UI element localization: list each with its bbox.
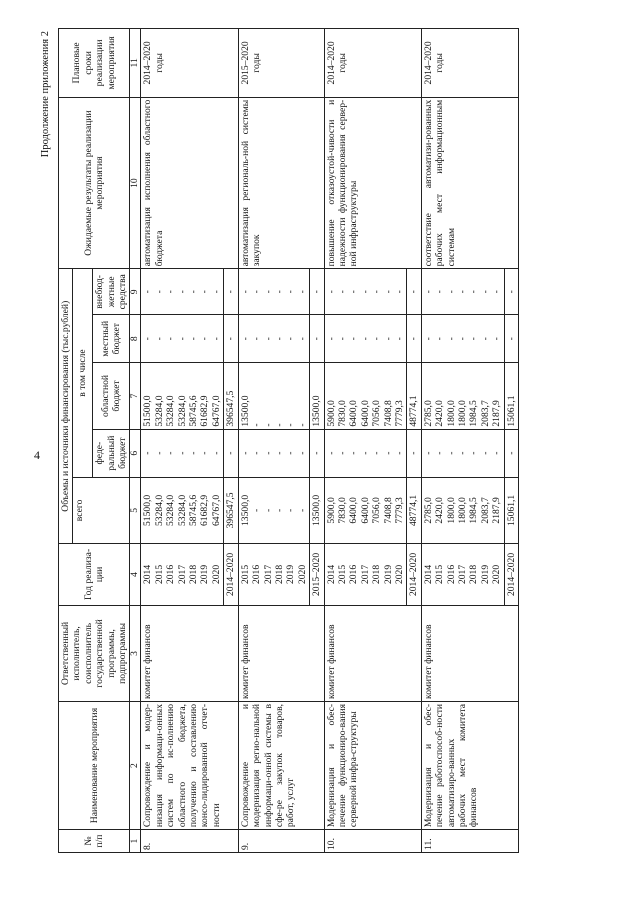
offbudget-value: -: [262, 289, 274, 293]
offbudget-value: -: [445, 289, 457, 293]
year-value: 2020: [210, 564, 222, 584]
federal-value: -: [422, 451, 434, 455]
measure-name: Сопровождение и модер-низация информаци-онных систем по ис-полнению областного бюджета, получению и составлению консо-лидированной отчет-ности: [141, 701, 238, 829]
regional-value: 1800,0: [445, 399, 457, 427]
total-value: 2083,7: [479, 496, 491, 524]
federal: [324, 429, 407, 477]
regional: [141, 362, 224, 428]
offbudget-value: -: [393, 289, 405, 293]
local-value: -: [348, 336, 360, 340]
federal-value: -: [285, 451, 297, 455]
federal-value: -: [165, 451, 177, 455]
federal-value: -: [445, 451, 457, 455]
total: [141, 477, 224, 543]
federal-value: -: [262, 451, 274, 455]
total-value: 7056,0: [371, 496, 383, 524]
local-value: -: [359, 336, 371, 340]
year-value: 2016: [165, 564, 177, 584]
offbudget-value: -: [359, 289, 371, 293]
offbudget-value: -: [468, 289, 480, 293]
total-amount: 13500,0: [310, 477, 324, 543]
offbudget-value: -: [273, 289, 285, 293]
header-federal: феде-ральный бюджет: [93, 429, 130, 477]
col-number: 10: [130, 97, 141, 269]
year-value: 2015: [239, 564, 251, 584]
measure-name: Модернизация и обес-печение функциониро-вания серверной инфра-структуры: [324, 701, 421, 829]
table-body: [141, 28, 519, 852]
expected-result: соответствие автоматизи-рованных рабочих мест информационным системам: [421, 97, 518, 269]
total-value: 2420,0: [434, 496, 446, 524]
total-value: 53284,0: [153, 494, 165, 526]
local-value: -: [142, 336, 154, 340]
offbudget-value: -: [382, 289, 394, 293]
rotated-page: [40, 23, 600, 883]
total-value: 6400,0: [348, 496, 360, 524]
total-local: -: [224, 314, 238, 362]
year-value: 2015: [336, 564, 348, 584]
federal-value: -: [210, 451, 222, 455]
offbudget-value: -: [325, 289, 337, 293]
header-total: всего: [73, 477, 130, 543]
total-value: 7830,0: [336, 496, 348, 524]
col-number: 6: [130, 429, 141, 477]
offbudget: [324, 268, 407, 314]
table-row: [141, 28, 224, 852]
total-value: -: [285, 508, 297, 512]
total-value: 7779,3: [393, 496, 405, 524]
local-value: -: [336, 336, 348, 340]
regional-value: -: [285, 422, 297, 427]
local-value: -: [296, 336, 308, 340]
offbudget-value: -: [285, 289, 297, 293]
total-value: 64767,0: [210, 494, 222, 526]
regional-value: -: [273, 422, 285, 427]
offbudget-value: -: [491, 289, 503, 293]
total: [324, 477, 407, 543]
total-value: -: [296, 508, 308, 512]
federal-value: -: [142, 451, 154, 455]
total-value: 5900,0: [325, 496, 337, 524]
offbudget-value: -: [176, 289, 188, 293]
total-value: 61682,9: [199, 494, 211, 526]
regional-value: 7408,8: [382, 399, 394, 427]
year-value: 2015: [434, 564, 446, 584]
year-value: 2014: [142, 564, 154, 584]
executor: комитет финансов: [238, 605, 324, 701]
federal-value: -: [199, 451, 211, 455]
year-value: 2017: [457, 564, 468, 584]
local-value: -: [382, 336, 394, 340]
offbudget-value: -: [479, 289, 491, 293]
regional-value: 53284,0: [153, 394, 165, 427]
total-local: -: [504, 314, 518, 362]
header-regional: областной бюджет: [93, 362, 130, 428]
offbudget-value: -: [210, 289, 222, 293]
total-value: 58745,6: [188, 494, 200, 526]
regional-value: 61682,9: [199, 394, 211, 427]
row-number: 10.: [324, 829, 421, 852]
total-value: 53284,0: [165, 494, 177, 526]
regional-value: 7779,3: [393, 399, 405, 427]
offbudget-value: -: [251, 289, 263, 293]
row-number: 11.: [421, 829, 518, 852]
federal-value: -: [296, 451, 308, 455]
local-value: -: [457, 336, 468, 340]
local-value: -: [176, 336, 188, 340]
year-value: 2018: [273, 564, 285, 584]
col-number: 5: [130, 477, 141, 543]
executor: комитет финансов: [421, 605, 518, 701]
federal-value: -: [457, 451, 468, 455]
local-value: -: [325, 336, 337, 340]
year-value: 2017: [359, 564, 371, 584]
local-value: -: [188, 336, 200, 340]
total-year: 2014–2020: [407, 543, 421, 605]
measure-name: Модернизация и обес-печение работоспособ-ности автоматизиро-ванных рабочих мест комитета финансов: [421, 701, 518, 829]
expected-result: повышение отказоустой-чивости и надежности функционирования сервер-ной инфраструктуры: [324, 97, 421, 269]
total-federal: -: [310, 429, 324, 477]
local-value: -: [251, 336, 263, 340]
total-amount: 15061,1: [504, 477, 518, 543]
year-value: 2019: [285, 564, 297, 584]
total-value: -: [251, 508, 263, 512]
year-value: 2017: [262, 564, 274, 584]
row-number: 9.: [238, 829, 324, 852]
offbudget-value: -: [434, 289, 446, 293]
executor: комитет финансов: [141, 605, 238, 701]
total-federal: -: [407, 429, 421, 477]
local-value: -: [285, 336, 297, 340]
local-value: -: [262, 336, 274, 340]
local-value: -: [491, 336, 503, 340]
regional: [421, 362, 504, 428]
federal-value: -: [251, 451, 263, 455]
total-amount: 396547,5: [224, 477, 238, 543]
federal-value: -: [336, 451, 348, 455]
measure-name: Сопровождение и модернизация регио-нальной информаци-онной системы в сфе-ре закупок товаров, работ, услуг: [238, 701, 324, 829]
local-value: -: [468, 336, 480, 340]
col-number: 7: [130, 362, 141, 428]
local: [324, 314, 407, 362]
page-number: 4: [34, 448, 40, 462]
row-number: 8.: [141, 829, 238, 852]
col-number: 2: [130, 701, 141, 829]
total-value: 51500,0: [142, 494, 154, 526]
year-value: 2019: [382, 564, 394, 584]
regional-value: 53284,0: [165, 394, 177, 427]
total-federal: -: [224, 429, 238, 477]
regional-value: 6400,0: [359, 399, 371, 427]
regional: [238, 362, 309, 428]
header-no: № п/п: [59, 829, 130, 852]
table-row: [421, 28, 504, 852]
offbudget-value: -: [142, 289, 154, 293]
total-amount: 48774,1: [407, 477, 421, 543]
local-value: -: [393, 336, 405, 340]
funding-table: [58, 28, 519, 853]
regional-value: 2785,0: [422, 399, 434, 427]
federal-value: -: [188, 451, 200, 455]
regional-value: 51500,0: [142, 394, 154, 427]
header-including: в том числе: [73, 268, 93, 476]
header-results: Ожидаемые результаты реализации мероприятия: [59, 97, 130, 269]
total-local: -: [407, 314, 421, 362]
year-value: 2019: [479, 564, 491, 584]
regional-value: 7830,0: [336, 399, 348, 427]
year-value: 2020: [491, 564, 503, 584]
total-local: -: [310, 314, 324, 362]
offbudget-value: -: [199, 289, 211, 293]
regional-value: -: [262, 422, 274, 427]
offbudget: [238, 268, 309, 314]
year: [141, 543, 224, 605]
year: [421, 543, 504, 605]
year-value: 2020: [296, 564, 308, 584]
total-offbudget: -: [504, 268, 518, 314]
federal-value: -: [382, 451, 394, 455]
regional-value: 13500,0: [239, 394, 251, 427]
offbudget-value: -: [422, 289, 434, 293]
regional-value: 5900,0: [325, 399, 337, 427]
total-value: 2785,0: [422, 496, 434, 524]
header-terms: Плановые сроки реализации мероприятия: [59, 28, 130, 97]
header-name: Наименование мероприятия: [59, 701, 130, 829]
federal-value: -: [176, 451, 188, 455]
federal-value: -: [325, 451, 337, 455]
local-value: -: [239, 336, 251, 340]
offbudget-value: -: [336, 289, 348, 293]
year-value: 2018: [188, 564, 200, 584]
year-value: 2018: [371, 564, 383, 584]
planned-term: 2014–2020 годы: [141, 28, 238, 97]
col-number: 11: [130, 28, 141, 97]
year-value: 2017: [176, 564, 188, 584]
regional-value: 1984,5: [468, 399, 480, 427]
total-regional: 396547,5: [224, 362, 238, 428]
total-value: 1800,0: [445, 496, 457, 524]
header-local: местный бюджет: [93, 314, 130, 362]
federal-value: -: [393, 451, 405, 455]
total-value: -: [262, 508, 274, 512]
year-value: 2015: [153, 564, 165, 584]
total-value: 2187,9: [491, 496, 503, 524]
local-value: -: [371, 336, 383, 340]
local-value: -: [273, 336, 285, 340]
year-value: 2016: [445, 564, 457, 584]
regional-value: -: [251, 422, 263, 427]
header-funding: Объемы и источники финансирования (тыс.рублей): [59, 268, 73, 543]
regional-value: 6400,0: [348, 399, 360, 427]
total-value: 1984,5: [468, 496, 480, 524]
local-value: -: [153, 336, 165, 340]
year-value: 2014: [325, 564, 337, 584]
local-value: -: [210, 336, 222, 340]
local-value: -: [479, 336, 491, 340]
planned-term: 2014–2020 годы: [421, 28, 518, 97]
local: [238, 314, 309, 362]
total-year: 2015–2020: [310, 543, 324, 605]
regional-value: -: [296, 422, 308, 427]
regional-value: 64767,0: [210, 394, 222, 427]
year-value: 2014: [422, 564, 434, 584]
total-offbudget: -: [224, 268, 238, 314]
header-offbudget: внебюд-жетные средства: [93, 268, 130, 314]
federal-value: -: [479, 451, 491, 455]
total: [238, 477, 309, 543]
col-number: 9: [130, 268, 141, 314]
planned-term: 2014–2020 годы: [324, 28, 421, 97]
offbudget-value: -: [457, 289, 468, 293]
year-value: 2016: [348, 564, 360, 584]
offbudget: [141, 268, 224, 314]
regional-value: 7056,0: [371, 399, 383, 427]
year-value: 2019: [199, 564, 211, 584]
local-value: -: [165, 336, 177, 340]
total-federal: -: [504, 429, 518, 477]
offbudget-value: -: [165, 289, 177, 293]
offbudget-value: -: [153, 289, 165, 293]
federal: [238, 429, 309, 477]
total-regional: 13500,0: [310, 362, 324, 428]
col-number: 4: [130, 543, 141, 605]
total-value: -: [273, 508, 285, 512]
year-value: 2018: [468, 564, 480, 584]
offbudget-value: -: [239, 289, 251, 293]
continuation-note: Продолжение приложения 2: [40, 30, 51, 157]
table-row: [324, 28, 407, 852]
total-year: 2014–2020: [224, 543, 238, 605]
offbudget: [421, 268, 504, 314]
total-offbudget: -: [310, 268, 324, 314]
offbudget-value: -: [296, 289, 308, 293]
local-value: -: [445, 336, 457, 340]
table-row: [238, 28, 309, 852]
federal-value: -: [153, 451, 165, 455]
offbudget-value: -: [348, 289, 360, 293]
local: [141, 314, 224, 362]
executor: комитет финансов: [324, 605, 421, 701]
local: [421, 314, 504, 362]
col-number: 1: [130, 829, 141, 852]
expected-result: автоматизация региональ-ной системы закупок: [238, 97, 324, 269]
offbudget-value: -: [188, 289, 200, 293]
federal: [421, 429, 504, 477]
regional-value: 53284,0: [176, 394, 188, 427]
federal-value: -: [359, 451, 371, 455]
local-value: -: [422, 336, 434, 340]
federal-value: -: [348, 451, 360, 455]
regional-value: 1800,0: [457, 399, 468, 427]
col-number: 8: [130, 314, 141, 362]
header-year: Год реализа-ции: [59, 543, 130, 605]
federal-value: -: [491, 451, 503, 455]
column-numbers-row: [130, 28, 141, 852]
total-value: 1800,0: [457, 496, 468, 524]
regional-value: 58745,6: [188, 394, 200, 427]
total-value: 13500,0: [239, 494, 251, 526]
total-offbudget: -: [407, 268, 421, 314]
year: [324, 543, 407, 605]
total-value: 53284,0: [176, 494, 188, 526]
expected-result: автоматизация исполнения областного бюджета: [141, 97, 238, 269]
header-executor: Ответственный исполнитель, соисполнитель государственной программы, подпрограммы: [59, 605, 130, 701]
total-year: 2014–2020: [504, 543, 518, 605]
federal-value: -: [371, 451, 383, 455]
regional-value: 2420,0: [434, 399, 446, 427]
year-value: 2020: [393, 564, 405, 584]
federal-value: -: [468, 451, 480, 455]
federal-value: -: [434, 451, 446, 455]
total-value: 7408,8: [382, 496, 394, 524]
total-value: 6400,0: [359, 496, 371, 524]
federal-value: -: [239, 451, 251, 455]
col-number: 3: [130, 605, 141, 701]
local-value: -: [199, 336, 211, 340]
federal: [141, 429, 224, 477]
year-value: 2016: [251, 564, 263, 584]
regional-value: 2083,7: [479, 399, 491, 427]
local-value: -: [434, 336, 446, 340]
federal-value: -: [273, 451, 285, 455]
regional: [324, 362, 407, 428]
year: [238, 543, 309, 605]
total: [421, 477, 504, 543]
total-regional: 15061,1: [504, 362, 518, 428]
regional-value: 2187,9: [491, 399, 503, 427]
offbudget-value: -: [371, 289, 383, 293]
planned-term: 2015–2020 годы: [238, 28, 324, 97]
total-regional: 48774,1: [407, 362, 421, 428]
